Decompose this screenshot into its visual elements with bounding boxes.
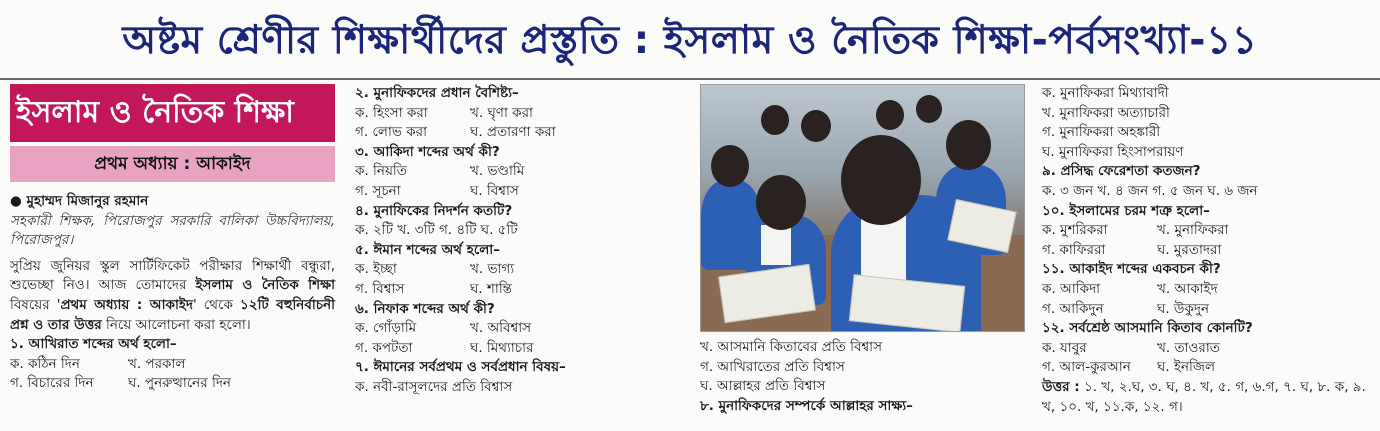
question-5: ৫. ঈমান শব্দের অর্থ হলো– [355, 241, 500, 258]
question-7-option-a: ক. নবী-রাসূলদের প্রতি বিশ্বাস [355, 378, 513, 395]
question-3-options-a: ক. নিয়তি খ. ভণ্ডামি [355, 163, 525, 180]
answer-key: উত্তর : ১. খ, ২.ঘ, ৩. ঘ, ৪. খ, ৫. গ, ৬.গ, ৭. ঘ, ৮. ক, ৯. খ, ১০. খ, ১১.ক, ১২. গ। [1042, 378, 1366, 415]
question-10: ১০. ইসলামের চরম শত্রু হলো– [1042, 202, 1210, 219]
question-6: ৬. নিফাক শব্দের অর্থ কী? [355, 300, 495, 317]
question-2-options-a: ক. হিংসা করা খ. ঘৃণা করা [355, 104, 533, 121]
question-12-options-a: ক. যাবুর খ. তাওরাত [1042, 339, 1220, 356]
question-10-options-b: গ. কাফিররা ঘ. মুরতাদরা [1042, 241, 1222, 258]
author-role: সহকারী শিক্ষক, পিরোজপুর সরকারি বালিকা উচ্চবিদ্যালয়, পিরোজপুর। [10, 212, 335, 249]
question-3-options-b: গ. সূচনা ঘ. বিশ্বাস [355, 182, 519, 199]
subject-banner: ইসলাম ও নৈতিক শিক্ষা [10, 84, 335, 142]
headline: অষ্টম শ্রেণীর শিক্ষার্থীদের প্রস্তুতি : ইসলাম ও নৈতিক শিক্ষা-পর্বসংখ্যা-১১ [122, 18, 1258, 63]
question-2-options-b: গ. লোভ করা ঘ. প্রতারণা করা [355, 124, 556, 141]
author-name: ● মুহাম্মদ মিজানুর রহমান [10, 193, 149, 209]
column-3 [700, 84, 1025, 416]
intro-paragraph: সুপ্রিয় জুনিয়র স্কুল সার্টিফিকেট পরীক্ষার শিক্ষার্থী বন্ধুরা, শুভেচ্ছা নিও। আজ তোমাদের ইসলাম ও নৈতিক শিক্ষা বিষয়ের 'প্রথম অধ্যায় : আকাইদ' থেকে ১২টি বহুনির্বাচনী প্রশ্ন ও তার উত্তর নিয়ে আলোচনা করা হলো। [10, 257, 335, 333]
column-2 [355, 84, 690, 398]
question-4: ৪. মুনাফিকের নিদর্শন কতটি? [355, 202, 513, 219]
question-1-options-a: ক. কঠিন দিন খ. পরকাল [10, 355, 186, 372]
question-9-options: ক. ৩ জন খ. ৪ জন গ. ৫ জন ঘ. ৬ জন [1042, 182, 1258, 199]
question-10-options-a: ক. মুশরিকরা খ. মুনাফিকরা [1042, 222, 1229, 239]
question-5-options-b: গ. বিশ্বাস ঘ. শান্তি [355, 280, 512, 297]
question-11-options-b: গ. আকিদুন ঘ. উকুদুন [1042, 300, 1210, 317]
question-11: ১১. আকাইদ শব্দের একবচন কী? [1042, 261, 1221, 278]
question-11-options-a: ক. আকিদা খ. আকাইদ [1042, 280, 1218, 297]
question-2: ২. মুনাফিকদের প্রধান বৈশিষ্ট্য– [355, 85, 519, 101]
question-12-options-b: গ. আল-কুরআন ঘ. ইনজিল [1042, 359, 1216, 376]
question-6-options-b: গ. কপটতা ঘ. মিথ্যাচার [355, 339, 534, 356]
question-8: ৮. মুনাফিকদের সম্পর্কে আল্লাহর সাক্ষ্য– [700, 397, 913, 414]
question-1-options-b: গ. বিচারের দিন ঘ. পুনরুত্থানের দিন [10, 375, 231, 392]
question-4-options: ক. ২টি খ. ৩টি গ. ৪টি ঘ. ৫টি [355, 222, 518, 239]
question-7: ৭. ঈমানের সর্বপ্রথম ও সর্বপ্রধান বিষয়– [355, 359, 566, 376]
question-12: ১২. সর্বশ্রেষ্ঠ আসমানি কিতাব কোনটি? [1042, 320, 1253, 337]
question-7-option-b: খ. আসমানি কিতাবের প্রতি বিশ্বাস [700, 339, 883, 355]
question-3: ৩. আকিদা শব্দের অর্থ কী? [355, 143, 500, 160]
question-8-option-c: গ. মুনাফিকরা অহঙ্কারী [1042, 124, 1161, 141]
headline-rule [0, 78, 1380, 80]
question-1: ১. আখিরাত শব্দের অর্থ হলো– [10, 336, 177, 353]
column-1 [10, 84, 335, 394]
question-8-option-a: ক. মুনাফিকরা মিথ্যাবাদী [1042, 85, 1169, 101]
question-6-options-a: ক. গোঁড়ামি খ. অবিশ্বাস [355, 320, 532, 337]
question-5-options-a: ক. ইচ্ছা খ. ভাগ্য [355, 261, 515, 278]
classroom-photo [700, 84, 1025, 332]
question-7-option-c: গ. আখিরাতের প্রতি বিশ্বাস [700, 358, 845, 375]
question-8-option-d: ঘ. মুনাফিকরা হিংসাপরায়ণ [1042, 143, 1184, 160]
chapter-banner: প্রথম অধ্যায় : আকাইদ [10, 146, 335, 182]
question-8-option-b: খ. মুনাফিকরা অত্যাচারী [1042, 104, 1170, 121]
column-4 [1042, 84, 1372, 417]
question-7-option-d: ঘ. আল্লাহর প্রতি বিশ্বাস [700, 378, 826, 395]
question-9: ৯. প্রসিদ্ধ ফেরেশতা কতজন? [1042, 163, 1201, 180]
